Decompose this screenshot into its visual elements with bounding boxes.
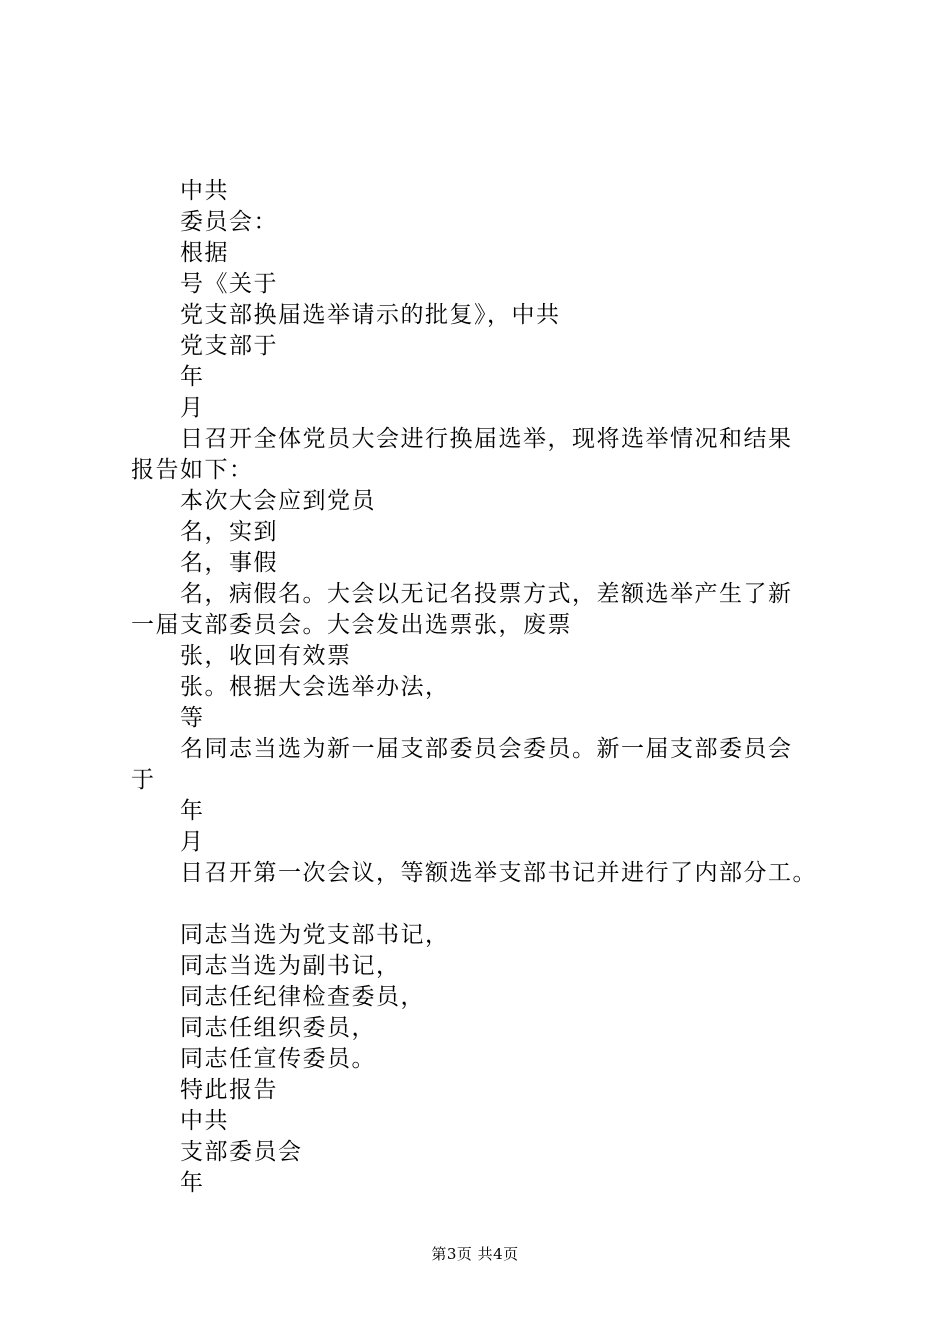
text-line: 同志任纪律检查委员， (180, 984, 425, 1010)
text-line: 名，实到 (180, 519, 278, 545)
text-line: 名同志当选为新一届支部委员会委员。新一届支部委员会 (180, 736, 793, 762)
text-line: 月 (180, 829, 205, 855)
text-line (131, 889, 851, 920)
text-line: 于 (131, 767, 156, 793)
text-line: 中共 (180, 1108, 229, 1134)
text-line: 日召开第一次会议，等额选举支部书记并进行了内部分工。 (180, 860, 817, 886)
document-body (131, 176, 851, 1199)
text-line: 同志当选为副书记， (180, 953, 401, 979)
text-line: 年 (180, 364, 205, 390)
text-line: 张，收回有效票 (180, 643, 352, 669)
text-line: 本次大会应到党员 (180, 488, 376, 514)
page-number-label: 第3页 共4页 (431, 1245, 519, 1263)
text-line: 月 (180, 395, 205, 421)
text-line: 同志当选为党支部书记， (180, 922, 450, 948)
text-line: 日召开全体党员大会进行换届选举，现将选举情况和结果 (180, 426, 793, 452)
text-line: 报告如下： (131, 457, 254, 483)
page-footer (0, 1244, 950, 1264)
text-line: 党支部换届选举请示的批复》，中共 (180, 302, 561, 328)
text-line: 根据 (180, 240, 229, 266)
text-line: 张。根据大会选举办法， (180, 674, 450, 700)
text-line: 号《关于 (180, 271, 278, 297)
text-line: 同志任宣传委员。 (180, 1046, 376, 1072)
text-line: 同志任组织委员， (180, 1015, 376, 1041)
text-line: 名，事假 (180, 550, 278, 576)
text-line: 特此报告 (180, 1077, 278, 1103)
text-line: 支部委员会 (180, 1139, 303, 1165)
text-line: 一届支部委员会。大会发出选票张，废票 (131, 612, 572, 638)
text-line: 党支部于 (180, 333, 278, 359)
text-line: 等 (180, 705, 205, 731)
text-line: 委员会： (180, 209, 278, 235)
text-line: 名，病假名。大会以无记名投票方式，差额选举产生了新 (180, 581, 793, 607)
text-line: 年 (180, 798, 205, 824)
text-line: 年 (180, 1170, 205, 1196)
text-line: 中共 (180, 178, 229, 204)
